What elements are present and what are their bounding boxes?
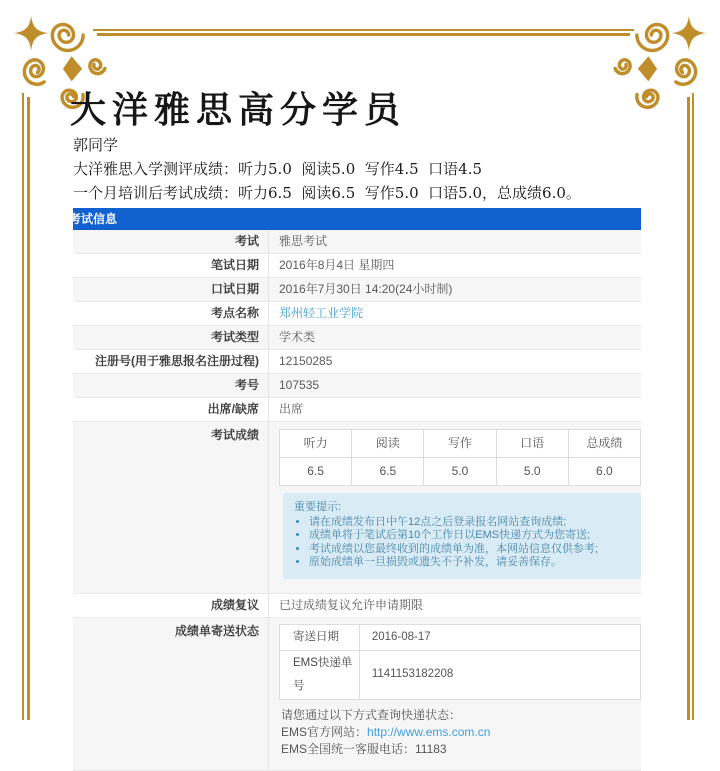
- ems-hotline-line-clipped: EMS全国统一客服电话：11183: [281, 741, 447, 756]
- score-header: 总成绩: [568, 430, 640, 458]
- test-centre-link[interactable]: 郑州轻工业学院: [279, 306, 364, 320]
- result-scores-line: 一个月培训后考试成绩：听力6.5 阅读6.5 写作5.0 口语5.0，总成绩6.0。: [73, 184, 581, 202]
- row-value: 雅思考试: [268, 230, 641, 253]
- row-value: 已过成绩复议允许申请期限: [268, 594, 641, 617]
- notice-item: • 原始成绩单一旦损毁或遗失不予补发，请妥善保存。: [309, 556, 630, 570]
- frame-top-thick-line: [97, 33, 630, 36]
- row-label: 注册号(用于雅思报名注册过程): [95, 354, 259, 368]
- table-row-test-type: [73, 326, 641, 350]
- ems-site-line: [281, 725, 641, 739]
- score-value-row: [280, 458, 641, 486]
- delivery-row-tracking: [280, 650, 641, 699]
- table-row-speaking-date: [73, 278, 641, 302]
- entry-scores-line: 大洋雅思入学测评成绩：听力5.0 阅读5.0 写作4.5 口语4.5: [73, 160, 483, 178]
- delivery-row-date: [280, 624, 641, 650]
- row-value: 2016年7月30日 14:20(24小时制): [268, 278, 641, 301]
- row-value: 2016年8月4日 星期四: [268, 254, 641, 277]
- panel-header-bar: [69, 208, 641, 230]
- student-name: 郭同学: [73, 136, 119, 154]
- table-row-candidate-number: [73, 374, 641, 398]
- notice-item: • 成绩单将于笔试后第10个工作日以EMS快递方式为您寄送;: [309, 529, 630, 543]
- delivery-area: [268, 618, 641, 770]
- ems-url-link[interactable]: http://www.ems.com.cn: [367, 724, 491, 739]
- row-label: 成绩单寄送状态: [174, 623, 259, 638]
- score-table: [279, 429, 641, 486]
- row-label: 考点名称: [210, 306, 259, 320]
- delivery-label: EMS快递单号: [280, 650, 360, 699]
- table-row-written-date: [73, 254, 641, 278]
- row-label: 考试成绩: [210, 428, 259, 442]
- score-value: 6.5: [280, 458, 352, 486]
- score-value: 5.0: [424, 458, 496, 486]
- row-label: 考试: [234, 234, 259, 248]
- frame-top-thin-line: [93, 29, 634, 31]
- notice-title: 重要提示:: [294, 501, 342, 513]
- row-value: 出席: [268, 398, 641, 421]
- row-label: 出席/缺席: [207, 402, 259, 416]
- frame-left-thick-line: [27, 97, 30, 720]
- gold-corner-flourish-icon: [606, 10, 712, 116]
- delivery-value: 1141153182208: [359, 650, 640, 699]
- row-label: 口试日期: [210, 282, 259, 296]
- score-header: 听力: [280, 430, 352, 458]
- table-row-attendance: [73, 398, 641, 422]
- score-value: 6.5: [352, 458, 424, 486]
- delivery-value: 2016-08-17: [359, 624, 640, 650]
- scores-area: [268, 422, 641, 593]
- score-header: 口语: [496, 430, 568, 458]
- row-label: 考号: [234, 378, 259, 392]
- table-row-registration-number: [73, 350, 641, 374]
- frame-left-thin-line: [22, 93, 24, 720]
- score-value: 5.0: [496, 458, 568, 486]
- score-value: 6.0: [568, 458, 640, 486]
- row-value: 107535: [268, 374, 641, 397]
- panel-header-title: 考试信息: [69, 212, 118, 226]
- ems-site-label: EMS官方网站：: [281, 724, 368, 739]
- row-label: 笔试日期: [210, 258, 259, 272]
- notice-item: • 考试成绩以您最终收到的成绩单为准，本网站信息仅供参考;: [309, 543, 630, 557]
- table-row-test-centre: [73, 302, 641, 326]
- score-header: 写作: [424, 430, 496, 458]
- score-header: 阅读: [352, 430, 424, 458]
- row-value: 12150285: [268, 350, 641, 373]
- row-label: 考试类型: [210, 330, 259, 344]
- score-header-row: [280, 430, 641, 458]
- table-row-exam: [73, 230, 641, 254]
- notice-item: • 请在成绩发布日中午12点之后登录报名网站查询成绩;: [309, 516, 630, 530]
- page-title: 大洋雅思高分学员: [70, 89, 407, 131]
- row-label: 成绩复议: [210, 597, 259, 612]
- table-row-delivery-status: [73, 618, 641, 771]
- frame-right-thin-line: [692, 93, 694, 720]
- important-notice-box: [283, 493, 641, 579]
- row-value: 学术类: [268, 326, 641, 349]
- exam-info-panel: [69, 208, 641, 771]
- row-value: [268, 302, 641, 325]
- table-row-remark: [73, 594, 641, 618]
- delivery-note: 请您通过以下方式查询快递状态：: [281, 707, 462, 722]
- delivery-label: 寄送日期: [280, 624, 360, 650]
- notice-list: [294, 516, 630, 570]
- table-row-scores: [73, 422, 641, 594]
- frame-right-thick-line: [687, 97, 690, 720]
- delivery-table: [279, 624, 641, 700]
